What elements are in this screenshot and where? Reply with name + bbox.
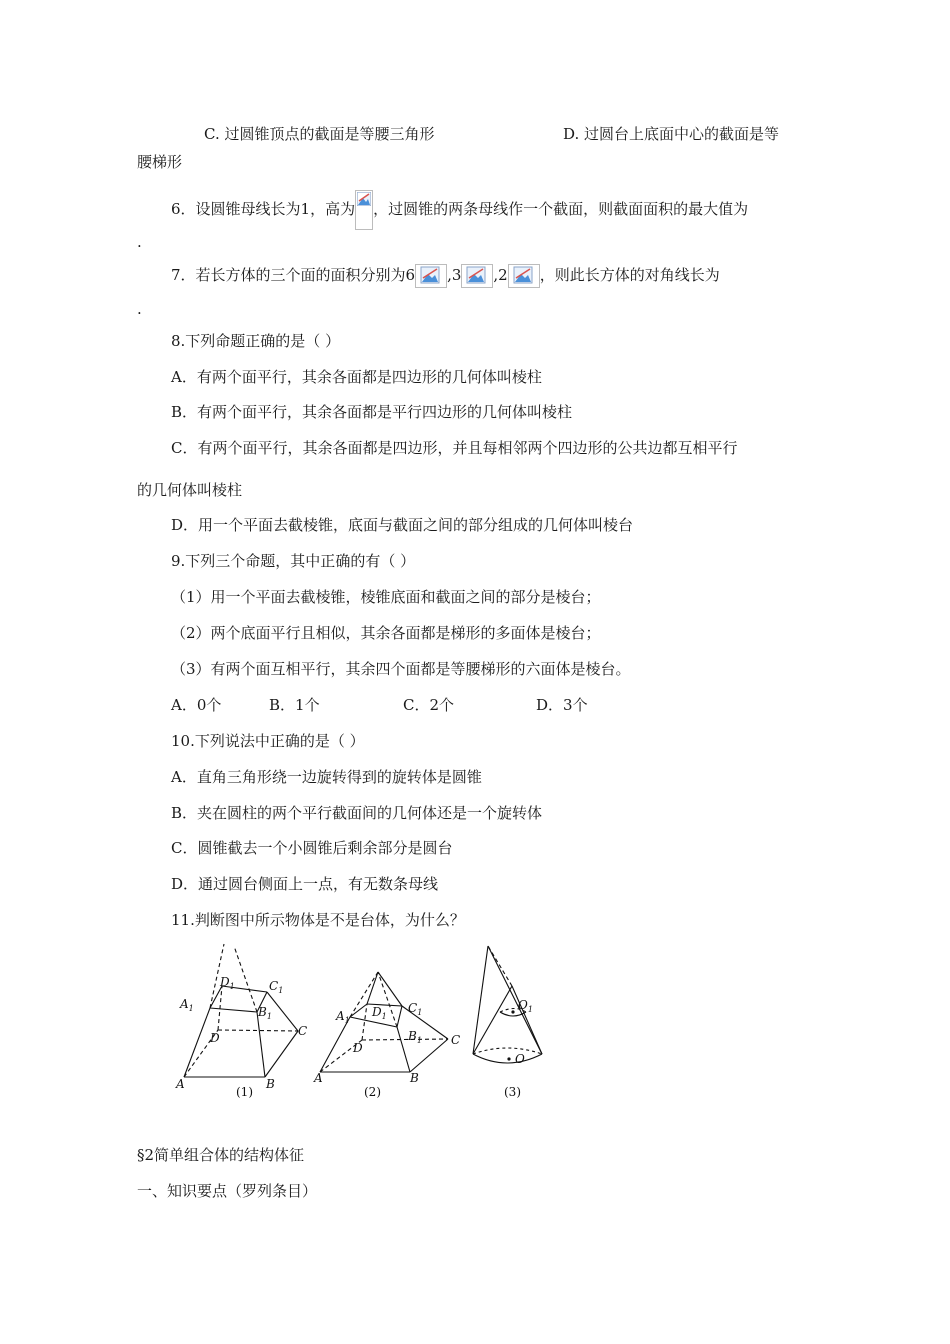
figure-1-frustum bbox=[184, 944, 298, 1077]
q9-statement-1: （1）用一个平面去截棱锥，棱锥底面和截面之间的部分是棱台； bbox=[171, 588, 601, 606]
fig2-label-d: D bbox=[353, 1041, 363, 1055]
section-heading: 一、知识要点（罗列条目） bbox=[137, 1182, 318, 1200]
q8-stem: 8.下列命题正确的是（ ） bbox=[171, 332, 341, 350]
fig1-label-b: B bbox=[266, 1077, 275, 1091]
q9-option-b: B．1个 bbox=[269, 696, 320, 714]
q9-stem: 9.下列三个命题，其中正确的有（ ） bbox=[171, 552, 416, 570]
q6-answer-blank: . bbox=[137, 233, 142, 251]
point-o bbox=[507, 1057, 510, 1060]
q8-option-c: C．有两个面平行，其余各面都是四边形，并且每相邻两个四边形的公共边都互相平行 bbox=[171, 439, 738, 457]
q10-stem: 10.下列说法中正确的是（ ） bbox=[171, 732, 365, 750]
q7-suffix: ，则此长方体的对角线长为 bbox=[539, 266, 720, 284]
q10-option-c: C．圆锥截去一个小圆锥后剩余部分是圆台 bbox=[171, 839, 453, 857]
fig1-label-c: C bbox=[298, 1024, 308, 1038]
q9-option-c: C．2个 bbox=[403, 696, 455, 714]
q5-option-c: C. 过圆锥顶点的截面是等腰三角形 bbox=[204, 125, 435, 143]
q10-option-b: B．夹在圆柱的两个平行截面间的几何体还是一个旋转体 bbox=[171, 804, 543, 822]
q8-option-b: B．有两个面平行，其余各面都是平行四边形的几何体叫棱柱 bbox=[171, 403, 573, 421]
q9-option-a: A．0个 bbox=[171, 696, 222, 714]
q7-answer-blank: . bbox=[137, 300, 142, 318]
q5-option-d: D. 过圆台上底面中心的截面是等 bbox=[563, 125, 780, 143]
fig3-label-o1: $O_1$ bbox=[518, 998, 533, 1014]
q11-figures bbox=[170, 942, 560, 1102]
q9-statement-3: （3）有两个面互相平行，其余四个面都是等腰梯形的六面体是棱台。 bbox=[171, 660, 631, 678]
q7-separator-2: ,2 bbox=[493, 266, 508, 284]
q7-prefix: 7．若长方体的三个面的面积分别为6 bbox=[171, 266, 416, 284]
fig1-label-d: D bbox=[210, 1031, 220, 1045]
broken-image-icon bbox=[461, 264, 493, 288]
fig1-label-d1: $D_1$ bbox=[220, 975, 235, 991]
fig1-caption: (1) bbox=[236, 1085, 253, 1099]
q8-option-a: A．有两个面平行，其余各面都是四边形的几何体叫棱柱 bbox=[171, 368, 542, 386]
point-o1 bbox=[511, 1010, 514, 1013]
fig2-label-c: C bbox=[451, 1033, 461, 1047]
q8-option-d: D．用一个平面去截棱锥，底面与截面之间的部分组成的几何体叫棱台 bbox=[171, 516, 634, 534]
fig2-label-a1: $A_1$ bbox=[336, 1009, 350, 1025]
q6-suffix: ，过圆锥的两条母线作一个截面，则截面面积的最大值为 bbox=[373, 200, 749, 218]
fig2-label-a: A bbox=[314, 1071, 323, 1085]
fig2-label-b1: $B_1$ bbox=[408, 1029, 422, 1045]
broken-image-icon bbox=[415, 264, 447, 288]
q6-prefix: 6．设圆锥母线长为1，高为 bbox=[171, 200, 356, 218]
fig1-label-a: A bbox=[176, 1077, 185, 1091]
q5-option-d-continued: 腰梯形 bbox=[137, 153, 183, 171]
broken-image-icon bbox=[355, 190, 373, 230]
q10-option-a: A．直角三角形绕一边旋转得到的旋转体是圆锥 bbox=[171, 768, 482, 786]
q7-separator-1: ,3 bbox=[447, 266, 462, 284]
question-7 bbox=[171, 264, 720, 288]
q8-option-c-continued: 的几何体叫棱柱 bbox=[137, 481, 243, 499]
fig1-label-c1: $C_1$ bbox=[269, 979, 284, 995]
fig2-caption: (2) bbox=[364, 1085, 381, 1099]
fig2-label-c1: $C_1$ bbox=[408, 1001, 423, 1017]
fig2-label-b: B bbox=[410, 1071, 419, 1085]
fig1-label-b1: $B_1$ bbox=[258, 1005, 272, 1021]
fig2-label-d1: $D_1$ bbox=[372, 1005, 387, 1021]
question-6 bbox=[171, 190, 748, 230]
fig3-caption: (3) bbox=[504, 1085, 521, 1099]
section-title: §2简单组合体的结构体征 bbox=[137, 1146, 305, 1164]
fig1-label-a1: $A_1$ bbox=[180, 997, 194, 1013]
q9-option-d: D．3个 bbox=[536, 696, 588, 714]
broken-image-icon bbox=[508, 264, 540, 288]
q11-stem: 11.判断图中所示物体是不是台体，为什么？ bbox=[171, 911, 465, 929]
q10-option-d: D．通过圆台侧面上一点，有无数条母线 bbox=[171, 875, 439, 893]
q9-statement-2: （2）两个底面平行且相似，其余各面都是梯形的多面体是棱台； bbox=[171, 624, 601, 642]
fig3-label-o: O bbox=[515, 1052, 525, 1066]
